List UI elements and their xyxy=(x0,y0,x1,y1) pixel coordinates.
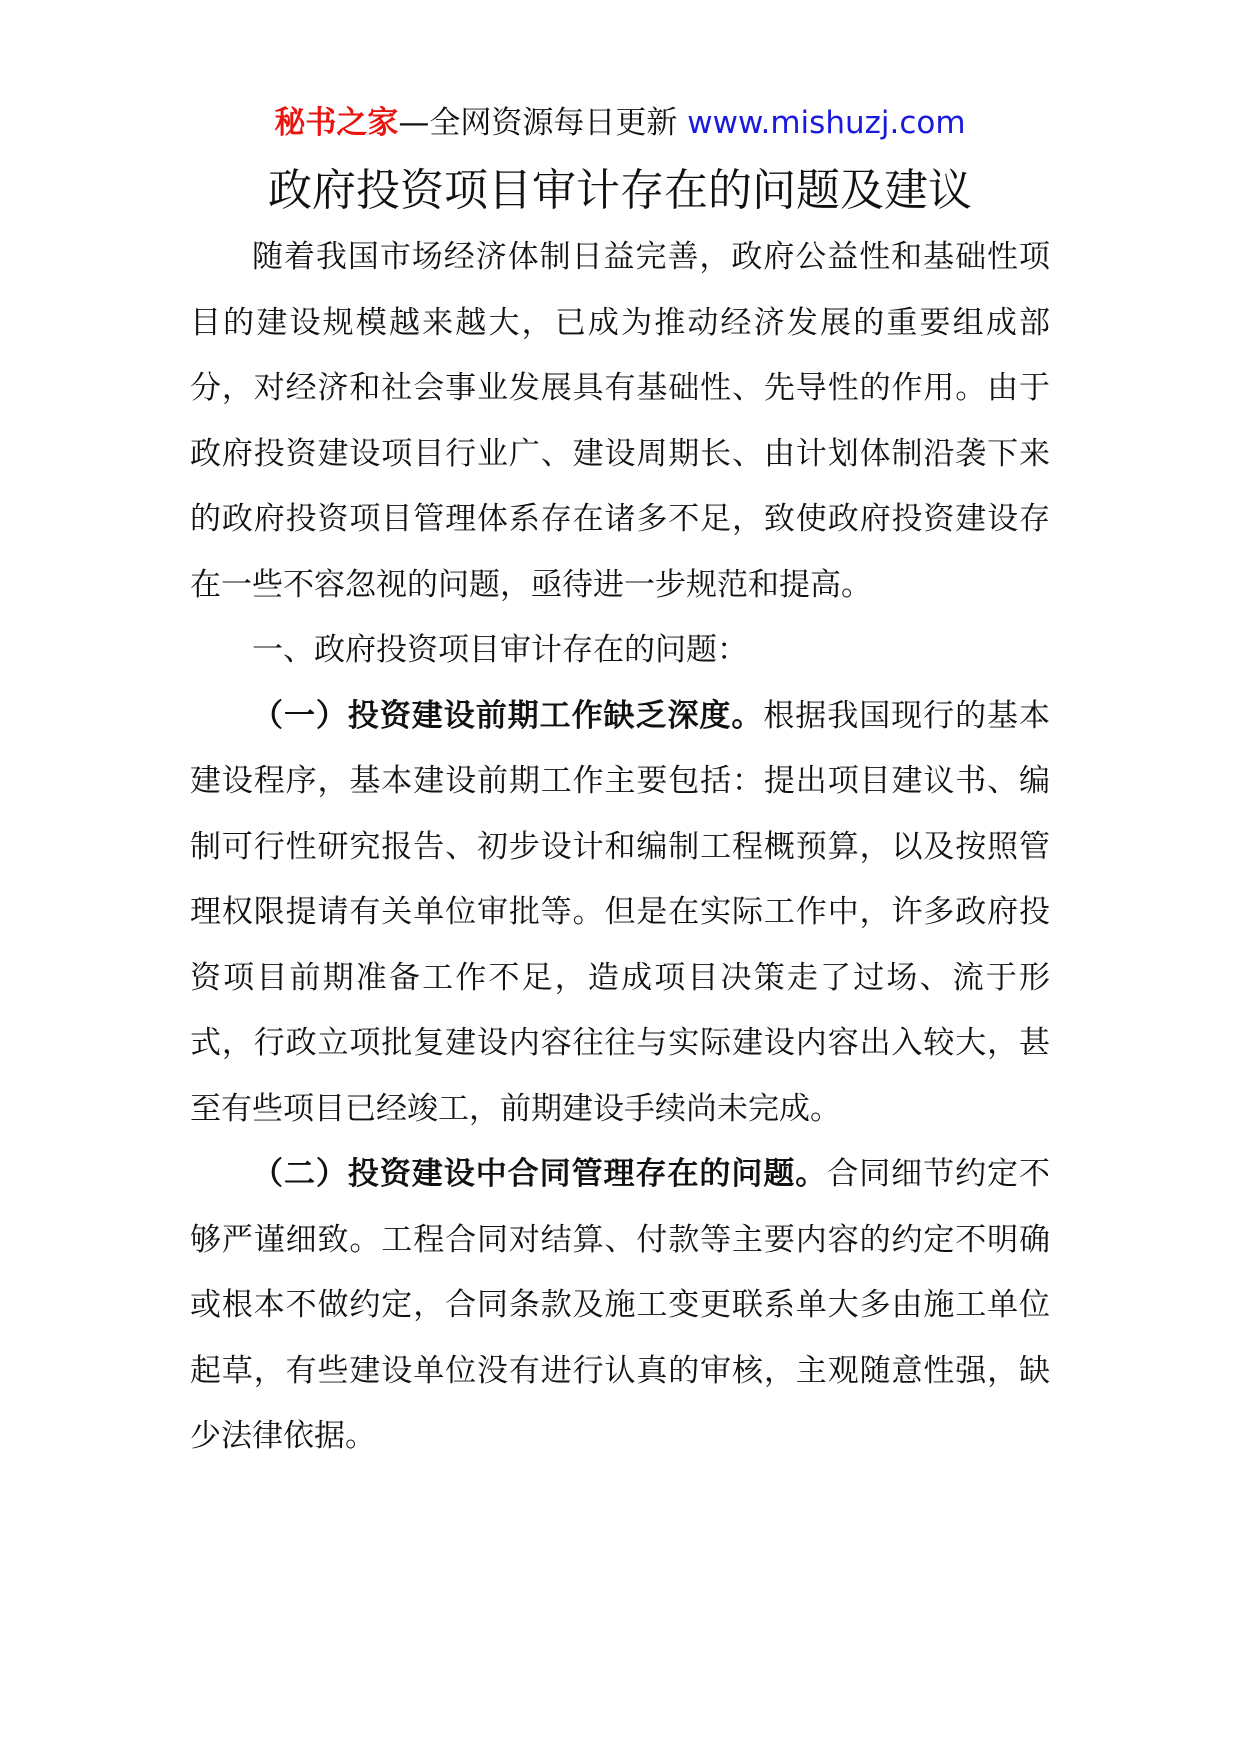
list-item xyxy=(190,1142,1050,1470)
intro-paragraph: 随着我国市场经济体制日益完善，政府公益性和基础性项目的建设规模越来越大，已成为推动经济发展的重要组成部分，对经济和社会事业发展具有基础性、先导性的作用。由于政府投资建设项目行业广、建设周期长、由计划体制沿袭下来的政府投资项目管理体系存在诸多不足，致使政府投资建设存在一些不容忽视的问题，亟待进一步规范和提高。 xyxy=(190,239,1050,603)
site-name: 秘书之家 xyxy=(274,105,399,141)
document-title: 政府投资项目审计存在的问题及建议 xyxy=(268,165,972,216)
item-heading: （二）投资建设中合同管理存在的问题。 xyxy=(252,1156,828,1192)
item-text: 合同细节约定不够严谨细致。工程合同对结算、付款等主要内容的约定不明确或根本不做约定，合同条款及施工变更联系单大多由施工单位起草，有些建设单位没有进行认真的审核，主观随意性强，缺少法律依据。 xyxy=(190,1156,1050,1454)
site-tagline: —全网资源每日更新 xyxy=(398,105,688,141)
document-body xyxy=(190,225,1050,1470)
site-url-link[interactable]: www.mishuzj.com xyxy=(687,105,966,141)
item-heading: （一）投资建设前期工作缺乏深度。 xyxy=(252,697,764,734)
list-item xyxy=(190,684,1050,1143)
site-header xyxy=(0,100,1240,146)
section-heading: 一、政府投资项目审计存在的问题： xyxy=(252,632,748,668)
item-text: 根据我国现行的基本建设程序，基本建设前期工作主要包括：提出项目建议书、编制可行性研究报告、初步设计和编制工程概预算，以及按照管理权限提请有关单位审批等。但是在实际工作中，许多政府投资项目前期准备工作不足，造成项目决策走了过场、流于形式，行政立项批复建设内容往往与实际建设内容出入较大，甚至有些项目已经竣工，前期建设手续尚未完成。 xyxy=(190,697,1051,1127)
